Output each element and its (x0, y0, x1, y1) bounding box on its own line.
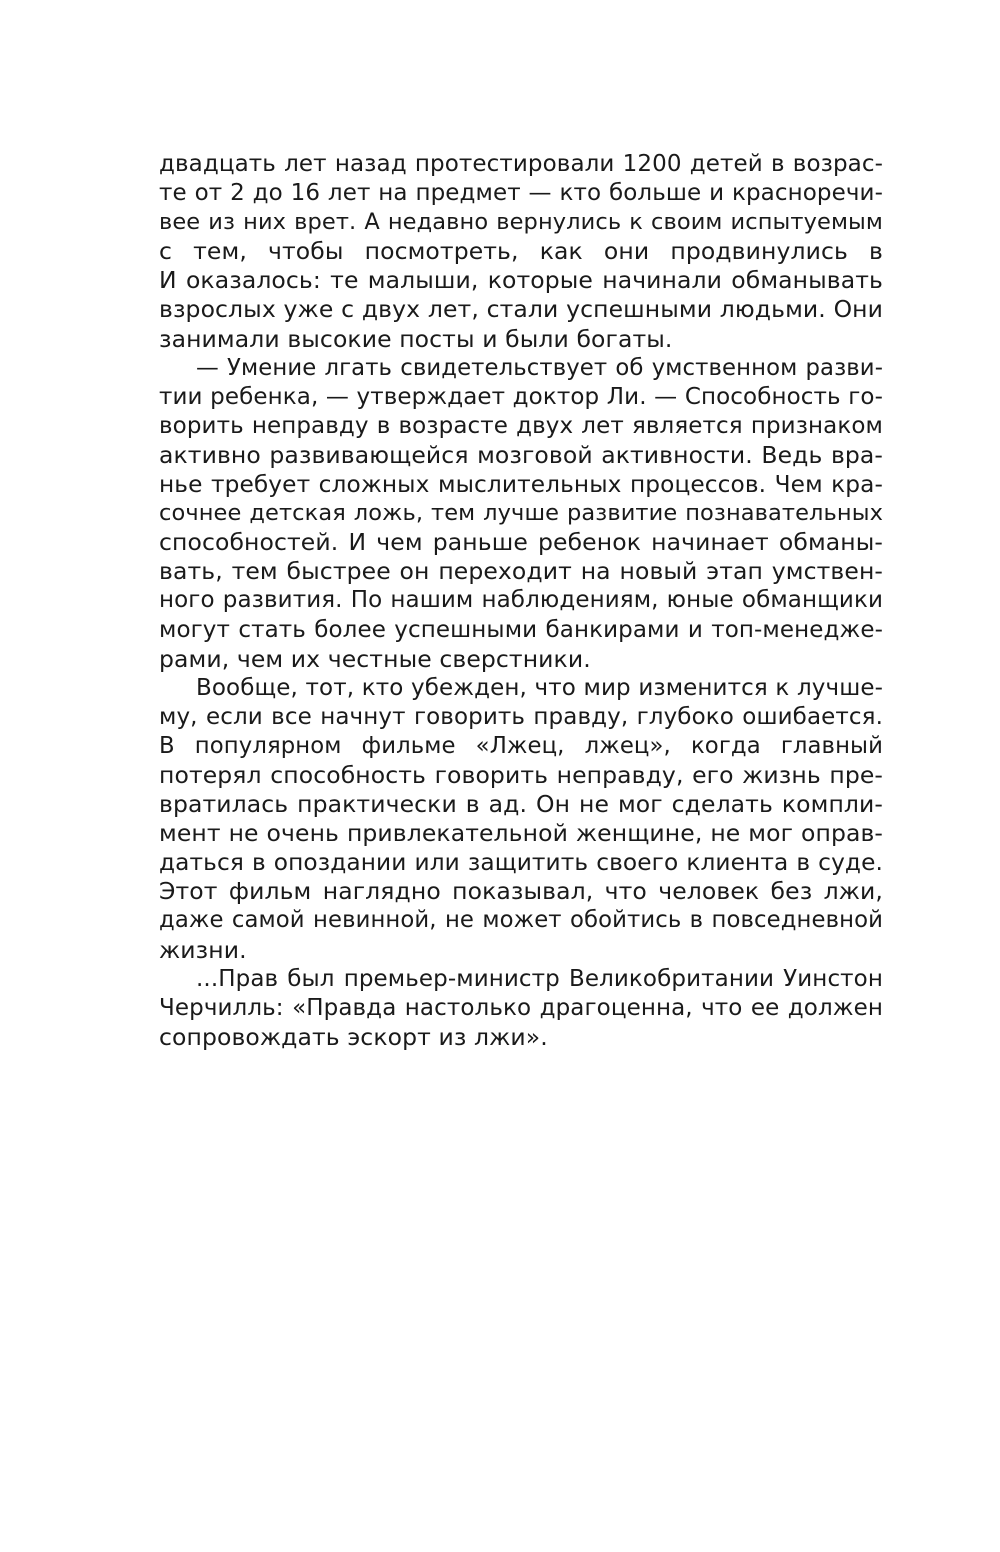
text-line: И оказалось: те малыши, которые начинали обманывать (159, 266, 883, 295)
text-line: сочнее детская ложь, тем лучше развитие познавательных (159, 500, 883, 527)
body-text (159, 150, 883, 1052)
text-line: жизни. (159, 935, 247, 964)
text-line: активно развивающейся мозговой активности. Ведь вра- (159, 440, 883, 469)
text-line: му, если все начнут говорить правду, глубоко ошибается. (159, 703, 883, 730)
text-line: вать, тем быстрее он переходит на новый этап умствен- (159, 557, 883, 586)
text-line: даться в опоздании или защитить своего клиента в суде. (159, 849, 883, 877)
text-line: — Умение лгать свидетельствует об умственном разви- (196, 354, 883, 381)
text-line: В популярном фильме «Лжец, лжец», когда главный (159, 732, 883, 759)
text-line: Черчилль: «Правда настолько драгоценна, что ее должен (159, 994, 883, 1021)
text-line: Этот фильм наглядно показывал, что человек без лжи, (159, 877, 883, 906)
text-line: рами, чем их честные сверстники. (159, 644, 591, 673)
text-line: нье требует сложных мыслительных процессов. Чем кра- (159, 471, 883, 499)
paragraph-3 (159, 674, 883, 965)
text-line: могут стать более успешными банкирами и топ-менедже- (159, 616, 883, 643)
text-line: взрослых уже с двух лет, стали успешными людьми. Они (159, 295, 883, 324)
text-line: тии ребенка, — утверждает доктор Ли. — Способность го- (159, 383, 883, 410)
text-line: потерял способность говорить неправду, его жизнь пре- (159, 760, 883, 789)
text-line: ...Прав был премьер-министр Великобритании Уинстон (196, 965, 883, 992)
paragraph-1 (159, 150, 883, 354)
text-line: ворить неправду в возрасте двух лет является признаком (159, 412, 883, 439)
paragraph-2 (159, 354, 883, 674)
text-line: Вообще, тот, кто убежден, что мир изменится к лучше- (196, 674, 883, 701)
text-line: вее из них врет. А недавно вернулись к своим испытуемым (159, 209, 883, 236)
text-line: вратилась практически в ад. Он не мог сделать компли- (159, 790, 883, 819)
text-line: даже самой невинной, не может обойтись в повседневной (159, 907, 883, 934)
text-line: те от 2 до 16 лет на предмет — кто больше и красноречи- (159, 180, 883, 207)
text-line: занимали высокие посты и были богаты. (159, 324, 673, 353)
text-line: сопровождать эскорт из лжи». (159, 1022, 548, 1051)
paragraph-4 (159, 965, 883, 1052)
text-line: двадцать лет назад протестировали 1200 детей в возрас- (159, 151, 883, 177)
text-line: способностей. И чем раньше ребенок начинает обманы- (159, 528, 883, 557)
text-line: ного развития. По нашим наблюдениям, юные обманщики (159, 587, 883, 614)
text-line: с тем, чтобы посмотреть, как они продвинулись в (159, 237, 883, 266)
text-line: мент не очень привлекательной женщине, не мог оправ- (159, 819, 883, 848)
